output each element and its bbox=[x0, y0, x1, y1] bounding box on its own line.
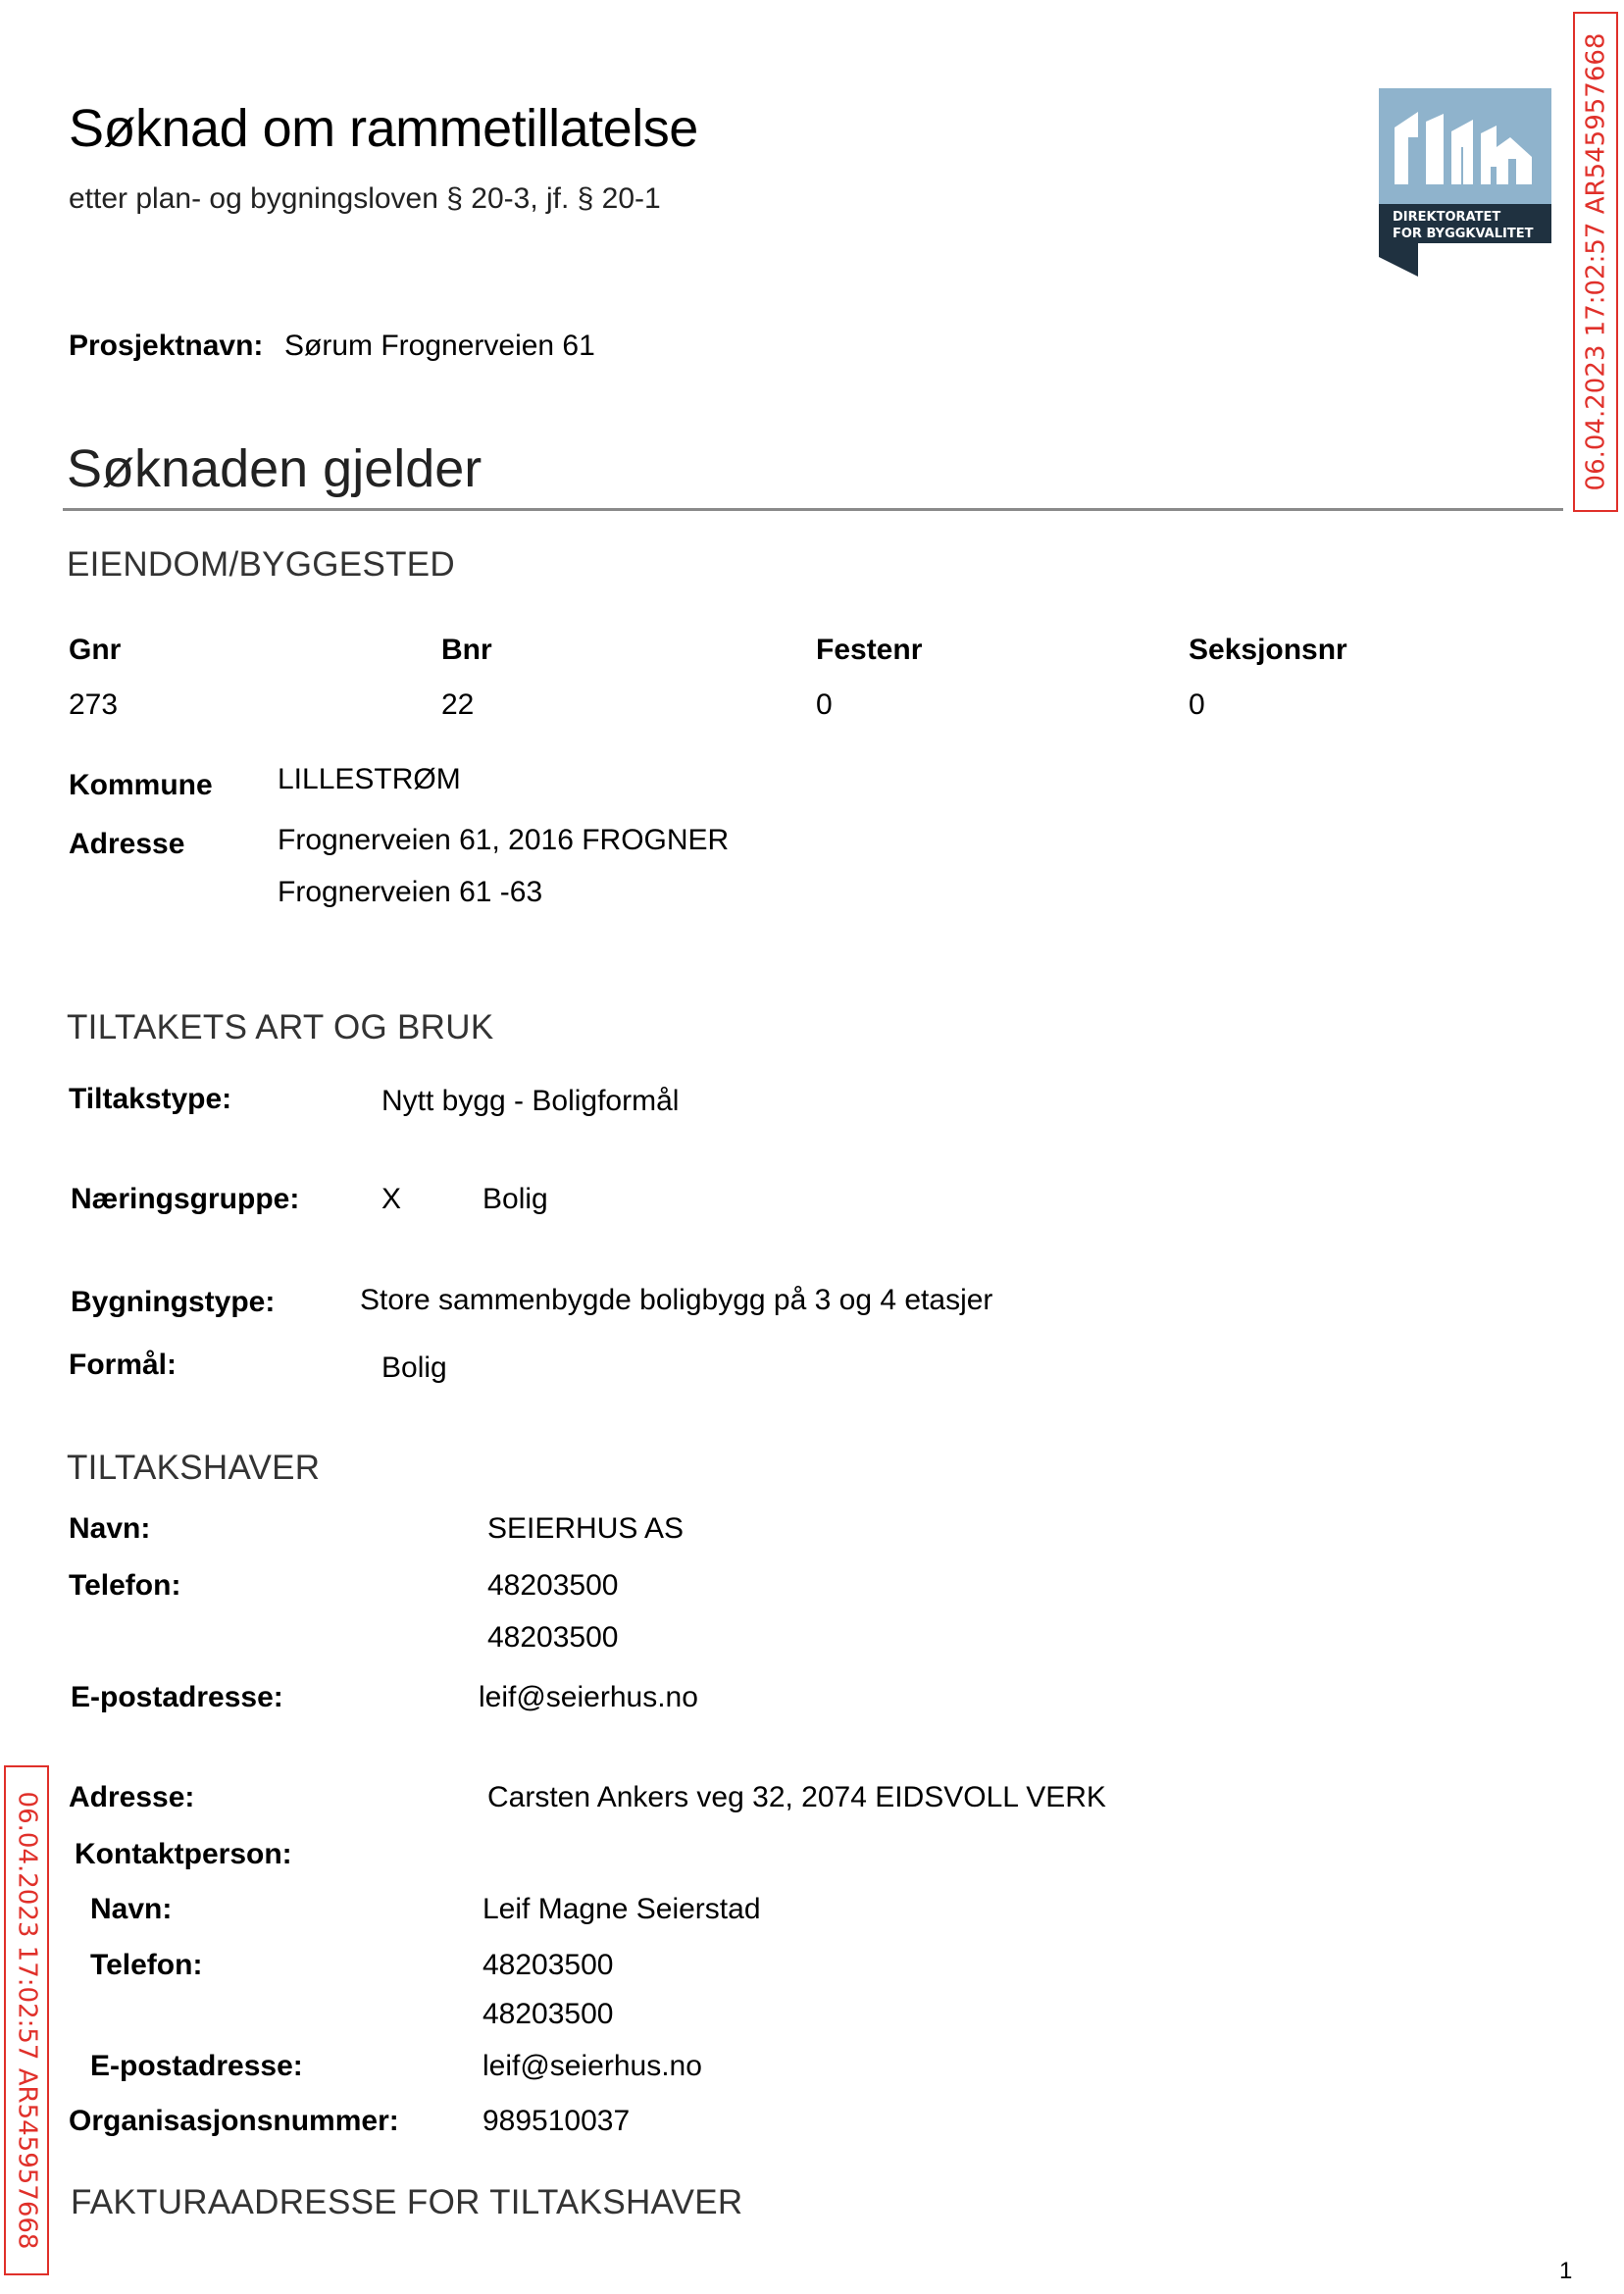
kontakt-navn-label: Navn: bbox=[90, 1893, 173, 1925]
tiltak-heading: TILTAKETS ART OG BRUK bbox=[67, 1008, 494, 1046]
stamp-text-bottom: 06.04.2023 17:02:57 AR545957668 bbox=[12, 1791, 41, 2250]
bygningstype-label: Bygningstype: bbox=[71, 1286, 276, 1318]
naeringsgruppe-label: Næringsgruppe: bbox=[71, 1183, 300, 1215]
kontakt-telefon-label: Telefon: bbox=[90, 1949, 203, 1981]
kontakt-epost-value: leif@seierhus.no bbox=[482, 2050, 702, 2082]
kontakt-epost-label: E-postadresse: bbox=[90, 2050, 303, 2082]
tiltakshaver-telefon-2: 48203500 bbox=[487, 1621, 619, 1654]
adresse-line-1: Frognerveien 61, 2016 FROGNER bbox=[278, 824, 730, 856]
kontakt-telefon-2: 48203500 bbox=[482, 1998, 614, 2030]
section-title: Søknaden gjelder bbox=[67, 439, 482, 498]
tiltakstype-value: Nytt bygg - Boligformål bbox=[381, 1085, 680, 1117]
tiltakshaver-navn-value: SEIERHUS AS bbox=[487, 1512, 685, 1545]
festenr-header: Festenr bbox=[816, 634, 923, 666]
faktura-heading: FAKTURAADRESSE FOR TILTAKSHAVER bbox=[71, 2183, 743, 2221]
naeringsgruppe-value: Bolig bbox=[482, 1183, 548, 1215]
dibk-logo-graphic bbox=[1379, 88, 1551, 277]
tiltakshaver-telefon-label: Telefon: bbox=[69, 1569, 181, 1602]
naeringsgruppe-code: X bbox=[381, 1183, 402, 1215]
kommune-label: Kommune bbox=[69, 769, 213, 801]
kontakt-telefon-1: 48203500 bbox=[482, 1949, 614, 1981]
document-subtitle: etter plan- og bygningsloven § 20-3, jf. § 20-1 bbox=[69, 182, 661, 215]
gnr-value: 273 bbox=[69, 688, 119, 721]
project-label: Prosjektnavn: bbox=[69, 330, 264, 362]
seksjonsnr-value: 0 bbox=[1189, 688, 1205, 721]
tiltakshaver-navn-label: Navn: bbox=[69, 1512, 151, 1545]
bnr-value: 22 bbox=[441, 688, 475, 721]
kontaktperson-label: Kontaktperson: bbox=[75, 1838, 292, 1870]
section-divider bbox=[63, 508, 1563, 511]
tiltakshaver-telefon-1: 48203500 bbox=[487, 1569, 619, 1602]
festenr-value: 0 bbox=[816, 688, 833, 721]
page-number: 1 bbox=[1559, 2258, 1573, 2284]
formal-label: Formål: bbox=[69, 1349, 178, 1381]
kommune-value: LILLESTRØM bbox=[278, 763, 461, 795]
adresse-label: Adresse bbox=[69, 828, 185, 860]
timestamp-stamp-bottom bbox=[4, 1765, 49, 2275]
project-value: Sørum Frognerveien 61 bbox=[284, 330, 595, 362]
tiltakshaver-epost-value: leif@seierhus.no bbox=[479, 1681, 698, 1713]
orgnr-value: 989510037 bbox=[482, 2105, 631, 2137]
dibk-logo bbox=[1379, 88, 1551, 277]
tiltakshaver-epost-label: E-postadresse: bbox=[71, 1681, 283, 1713]
document-title: Søknad om rammetillatelse bbox=[69, 99, 698, 158]
tiltakshaver-adresse-value: Carsten Ankers veg 32, 2074 EIDSVOLL VERK bbox=[487, 1781, 1106, 1813]
tiltakstype-label: Tiltakstype: bbox=[69, 1083, 232, 1115]
gnr-header: Gnr bbox=[69, 634, 122, 666]
tiltakshaver-adresse-label: Adresse: bbox=[69, 1781, 195, 1813]
logo-text-line2: FOR BYGGKVALITET bbox=[1393, 227, 1534, 241]
formal-value: Bolig bbox=[381, 1351, 447, 1384]
stamp-text-top: 06.04.2023 17:02:57 AR545957668 bbox=[1581, 32, 1610, 491]
bygningstype-value: Store sammenbygde boligbygg på 3 og 4 etasjer bbox=[360, 1284, 993, 1316]
orgnr-label: Organisasjonsnummer: bbox=[69, 2105, 399, 2137]
logo-text-line1: DIREKTORATET bbox=[1393, 210, 1501, 225]
tiltakshaver-heading: TILTAKSHAVER bbox=[67, 1449, 321, 1487]
seksjonsnr-header: Seksjonsnr bbox=[1189, 634, 1347, 666]
kontakt-navn-value: Leif Magne Seierstad bbox=[482, 1893, 761, 1925]
adresse-line-2: Frognerveien 61 -63 bbox=[278, 876, 543, 908]
timestamp-stamp-top bbox=[1573, 12, 1618, 512]
eiendom-heading: EIENDOM/BYGGESTED bbox=[67, 545, 455, 584]
bnr-header: Bnr bbox=[441, 634, 492, 666]
